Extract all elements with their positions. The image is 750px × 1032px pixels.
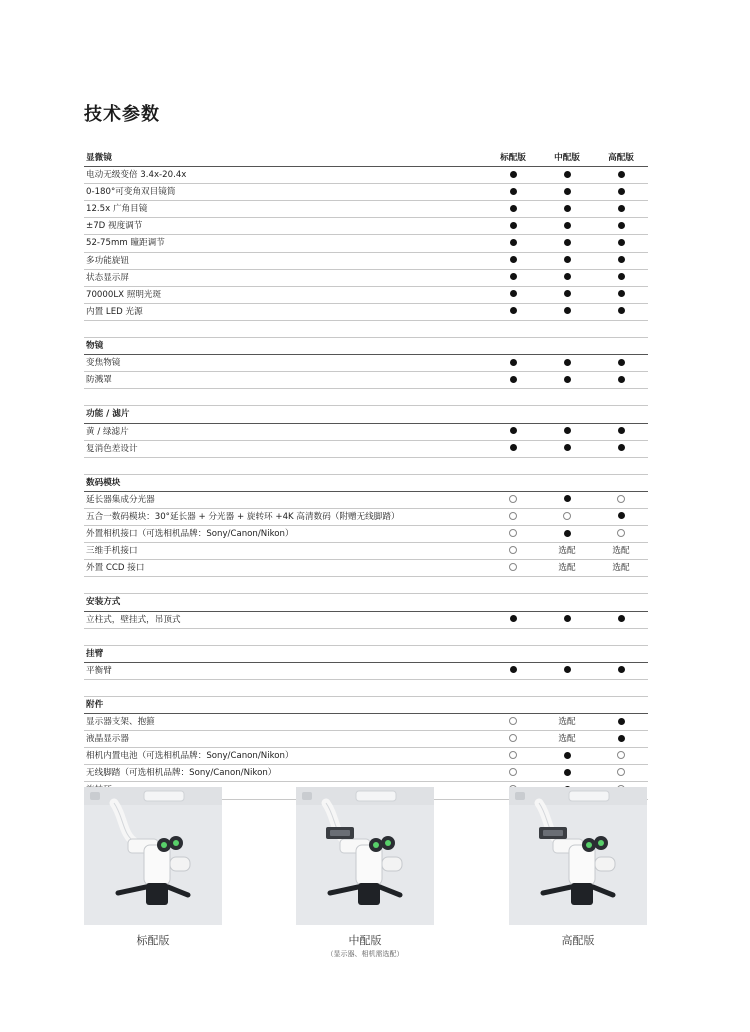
spec-value-cell (493, 253, 533, 269)
optional-text: 选配 (558, 563, 576, 574)
included-dot-icon (618, 273, 625, 280)
optional-text: 选配 (558, 717, 576, 728)
spec-label: 相机内置电池（可选相机品牌：Sony/Canon/Nikon） (86, 751, 294, 762)
spec-row (84, 304, 648, 321)
not-included-ring-icon (509, 512, 517, 520)
spec-value-cell (493, 201, 533, 217)
included-dot-icon (618, 205, 625, 212)
spec-label: 52-75mm 瞳距调节 (86, 238, 165, 249)
spec-row (84, 424, 648, 441)
spec-row (84, 714, 648, 731)
spec-value-cell (547, 526, 587, 542)
included-dot-icon (564, 273, 571, 280)
spec-label: 电动无级变倍 3.4x-20.4x (86, 170, 187, 181)
column-header: 高配版 (608, 153, 634, 163)
spec-value-cell (493, 218, 533, 234)
spec-label: 0-180°可变角双目镜筒 (86, 187, 176, 198)
spec-value-cell (547, 235, 587, 251)
not-included-ring-icon (617, 751, 625, 759)
included-dot-icon (564, 171, 571, 178)
objective-lens (146, 883, 168, 905)
included-dot-icon (510, 273, 517, 280)
included-dot-icon (618, 171, 625, 178)
spec-row (84, 287, 648, 304)
spec-value-cell (547, 731, 587, 747)
spec-row (84, 748, 648, 765)
arm-mount (356, 791, 396, 801)
section-header (84, 406, 648, 423)
spec-value-cell (547, 748, 587, 764)
spec-value-cell (493, 492, 533, 508)
spec-value-cell (547, 270, 587, 286)
not-included-ring-icon (509, 546, 517, 554)
spec-label: 黄 / 绿滤片 (86, 426, 129, 437)
product-caption-standard: 标配版 (136, 934, 170, 947)
spec-value-cell (601, 201, 641, 217)
side-module (595, 857, 615, 871)
included-dot-icon (618, 376, 625, 383)
spec-value-cell (601, 441, 641, 457)
spec-value-cell (493, 424, 533, 440)
spec-row (84, 441, 648, 458)
included-dot-icon (510, 444, 517, 451)
spec-value-cell (601, 526, 641, 542)
included-dot-icon (618, 427, 625, 434)
spec-label: 防溅罩 (86, 375, 112, 386)
section-title: 显微镜 (86, 153, 112, 163)
spec-value-cell (493, 287, 533, 303)
spec-row (84, 184, 648, 201)
included-dot-icon (564, 615, 571, 622)
spec-value-cell (493, 441, 533, 457)
spec-value-cell (547, 355, 587, 371)
spec-value-cell (547, 714, 587, 730)
section-spacer (84, 389, 648, 406)
microscope-high-photo (509, 787, 647, 925)
included-dot-icon (510, 615, 517, 622)
spec-row (84, 560, 648, 577)
ceiling-fixture (90, 792, 100, 800)
spec-value-cell (493, 560, 533, 576)
section-title: 附件 (86, 700, 104, 710)
spec-row (84, 663, 648, 680)
included-dot-icon (564, 769, 571, 776)
spec-row (84, 201, 648, 218)
included-dot-icon (510, 188, 517, 195)
spec-value-cell (493, 509, 533, 525)
spec-value-cell (601, 304, 641, 320)
included-dot-icon (510, 222, 517, 229)
spec-value-cell (601, 167, 641, 183)
section-header (84, 338, 648, 355)
spec-value-cell (601, 765, 641, 781)
section-spacer (84, 321, 648, 338)
not-included-ring-icon (509, 563, 517, 571)
spec-value-cell (601, 612, 641, 628)
not-included-ring-icon (509, 768, 517, 776)
spec-row (84, 526, 648, 543)
spec-value-cell (493, 612, 533, 628)
side-module (382, 857, 402, 871)
camera-screen (330, 830, 350, 836)
spec-label: 内置 LED 光源 (86, 306, 143, 317)
spec-value-cell (547, 492, 587, 508)
spec-row (84, 218, 648, 235)
spec-value-cell (547, 612, 587, 628)
spec-value-cell (493, 543, 533, 559)
spec-label: 三维手机接口 (86, 546, 138, 557)
spec-value-cell (601, 663, 641, 679)
section-spacer (84, 458, 648, 475)
spec-value-cell (547, 167, 587, 183)
not-included-ring-icon (617, 529, 625, 537)
spec-value-cell (601, 424, 641, 440)
included-dot-icon (618, 512, 625, 519)
objective-lens (571, 883, 593, 905)
spec-label: 70000LX 照明光斑 (86, 289, 162, 300)
spec-label: 五合一数码模块：30°延长器 + 分光器 + 旋转环 +4K 高清数码（附赠无线脚踏） (86, 511, 400, 522)
objective-lens (358, 883, 380, 905)
spec-value-cell (493, 731, 533, 747)
eyepiece-right-ring (385, 840, 391, 846)
included-dot-icon (564, 666, 571, 673)
spec-value-cell (493, 167, 533, 183)
section-header (84, 594, 648, 611)
spec-value-cell (547, 543, 587, 559)
spec-value-cell (493, 714, 533, 730)
spec-row (84, 492, 648, 509)
microscope-standard-photo (84, 787, 222, 925)
included-dot-icon (618, 256, 625, 263)
spec-value-cell (547, 304, 587, 320)
included-dot-icon (618, 290, 625, 297)
product-caption-high: 高配版 (561, 934, 595, 947)
included-dot-icon (564, 444, 571, 451)
spec-row (84, 355, 648, 372)
not-included-ring-icon (509, 529, 517, 537)
included-dot-icon (510, 256, 517, 263)
spec-value-cell (601, 560, 641, 576)
eyepiece-right-ring (173, 840, 179, 846)
included-dot-icon (510, 205, 517, 212)
spec-row (84, 372, 648, 389)
microscope-illustration (296, 787, 434, 925)
spec-row (84, 235, 648, 252)
section-title: 挂臂 (86, 648, 104, 659)
spec-value-cell (493, 748, 533, 764)
spec-value-cell (601, 492, 641, 508)
arm-mount (569, 791, 609, 801)
included-dot-icon (564, 205, 571, 212)
product-caption-mid: 中配版 (348, 934, 382, 947)
not-included-ring-icon (617, 768, 625, 776)
spec-label: ±7D 视度调节 (86, 221, 143, 232)
spec-label: 多功能旋钮 (86, 255, 129, 266)
spec-value-cell (601, 355, 641, 371)
not-included-ring-icon (509, 495, 517, 503)
included-dot-icon (564, 188, 571, 195)
included-dot-icon (564, 427, 571, 434)
spec-row (84, 543, 648, 560)
included-dot-icon (564, 376, 571, 383)
spec-label: 外置 CCD 接口 (86, 563, 145, 574)
included-dot-icon (510, 427, 517, 434)
eyepiece-left-ring (161, 842, 167, 848)
microscope-illustration (84, 787, 222, 925)
spec-value-cell (547, 218, 587, 234)
included-dot-icon (564, 256, 571, 263)
section-title: 物镜 (86, 341, 104, 352)
microscope-mid-photo (296, 787, 434, 925)
included-dot-icon (564, 359, 571, 366)
spec-value-cell (493, 270, 533, 286)
spec-value-cell (601, 287, 641, 303)
section-spacer (84, 629, 648, 646)
not-included-ring-icon (563, 512, 571, 520)
included-dot-icon (618, 718, 625, 725)
spec-value-cell (547, 663, 587, 679)
spec-row (84, 270, 648, 287)
spec-value-cell (601, 509, 641, 525)
spec-label: 延长器集成分光器 (86, 494, 155, 505)
section-header (84, 475, 648, 492)
included-dot-icon (564, 239, 571, 246)
not-included-ring-icon (509, 751, 517, 759)
eyepiece-left-ring (586, 842, 592, 848)
eyepiece-left-ring (373, 842, 379, 848)
section-spacer (84, 577, 648, 594)
spec-value-cell (601, 235, 641, 251)
section-header (84, 646, 648, 663)
included-dot-icon (564, 290, 571, 297)
spec-label: 显示器支架、抱箍 (86, 717, 155, 728)
included-dot-icon (618, 239, 625, 246)
spec-value-cell (493, 355, 533, 371)
spec-value-cell (601, 372, 641, 388)
spec-label: 状态显示屏 (86, 272, 129, 283)
included-dot-icon (510, 666, 517, 673)
optional-text: 选配 (612, 563, 630, 574)
spec-value-cell (547, 253, 587, 269)
included-dot-icon (510, 307, 517, 314)
spec-row (84, 253, 648, 270)
arm-mount (144, 791, 184, 801)
eyepiece-right-ring (598, 840, 604, 846)
included-dot-icon (618, 307, 625, 314)
camera-screen (543, 830, 563, 836)
included-dot-icon (510, 359, 517, 366)
included-dot-icon (618, 615, 625, 622)
column-header: 中配版 (554, 153, 580, 163)
included-dot-icon (618, 444, 625, 451)
spec-label: 液晶显示器 (86, 734, 129, 745)
spec-value-cell (601, 714, 641, 730)
not-included-ring-icon (617, 495, 625, 503)
spec-value-cell (493, 235, 533, 251)
spec-value-cell (601, 184, 641, 200)
spec-table (84, 150, 648, 800)
spec-label: 12.5x 广角目镜 (86, 204, 148, 215)
spec-value-cell (601, 543, 641, 559)
spec-value-cell (547, 184, 587, 200)
included-dot-icon (510, 171, 517, 178)
spec-row (84, 167, 648, 184)
side-module (170, 857, 190, 871)
spec-label: 立柱式，壁挂式，吊顶式 (86, 614, 181, 625)
product-note-mid: （显示器、相机需选配） (326, 950, 404, 958)
included-dot-icon (510, 376, 517, 383)
included-dot-icon (564, 495, 571, 502)
spec-value-cell (547, 424, 587, 440)
included-dot-icon (564, 530, 571, 537)
included-dot-icon (564, 222, 571, 229)
included-dot-icon (618, 188, 625, 195)
spec-label: 复消色差设计 (86, 443, 138, 454)
included-dot-icon (564, 307, 571, 314)
spec-label: 变焦物镜 (86, 358, 121, 369)
spec-value-cell (493, 184, 533, 200)
spec-row (84, 765, 648, 782)
spec-value-cell (547, 372, 587, 388)
section-header (84, 150, 648, 167)
spec-value-cell (601, 270, 641, 286)
included-dot-icon (564, 752, 571, 759)
spec-row (84, 612, 648, 629)
not-included-ring-icon (509, 717, 517, 725)
spec-value-cell (493, 372, 533, 388)
spec-value-cell (493, 304, 533, 320)
section-header (84, 697, 648, 714)
spec-value-cell (547, 560, 587, 576)
spec-value-cell (601, 748, 641, 764)
ceiling-fixture (302, 792, 312, 800)
spec-value-cell (601, 218, 641, 234)
spec-value-cell (601, 731, 641, 747)
optional-text: 选配 (558, 734, 576, 745)
not-included-ring-icon (509, 734, 517, 742)
section-title: 功能 / 滤片 (86, 409, 130, 420)
spec-row (84, 731, 648, 748)
included-dot-icon (618, 666, 625, 673)
included-dot-icon (618, 735, 625, 742)
spec-value-cell (493, 765, 533, 781)
optional-text: 选配 (612, 546, 630, 557)
section-title: 数码模块 (86, 477, 121, 488)
included-dot-icon (510, 290, 517, 297)
spec-value-cell (601, 253, 641, 269)
ceiling-fixture (515, 792, 525, 800)
spec-value-cell (493, 663, 533, 679)
section-spacer (84, 680, 648, 697)
spec-row (84, 509, 648, 526)
included-dot-icon (618, 359, 625, 366)
included-dot-icon (618, 222, 625, 229)
spec-value-cell (547, 509, 587, 525)
page-title: 技术参数 (84, 104, 160, 125)
microscope-illustration (509, 787, 647, 925)
spec-value-cell (493, 526, 533, 542)
spec-label: 无线脚踏（可选相机品牌：Sony/Canon/Nikon） (86, 768, 277, 779)
spec-value-cell (547, 765, 587, 781)
spec-label: 外置相机接口（可选相机品牌：Sony/Canon/Nikon） (86, 529, 294, 540)
section-title: 安装方式 (86, 597, 121, 608)
spec-value-cell (547, 441, 587, 457)
spec-value-cell (547, 287, 587, 303)
included-dot-icon (510, 239, 517, 246)
spec-value-cell (547, 201, 587, 217)
optional-text: 选配 (558, 546, 576, 557)
column-header: 标配版 (500, 153, 526, 163)
spec-label: 平衡臂 (86, 665, 112, 676)
